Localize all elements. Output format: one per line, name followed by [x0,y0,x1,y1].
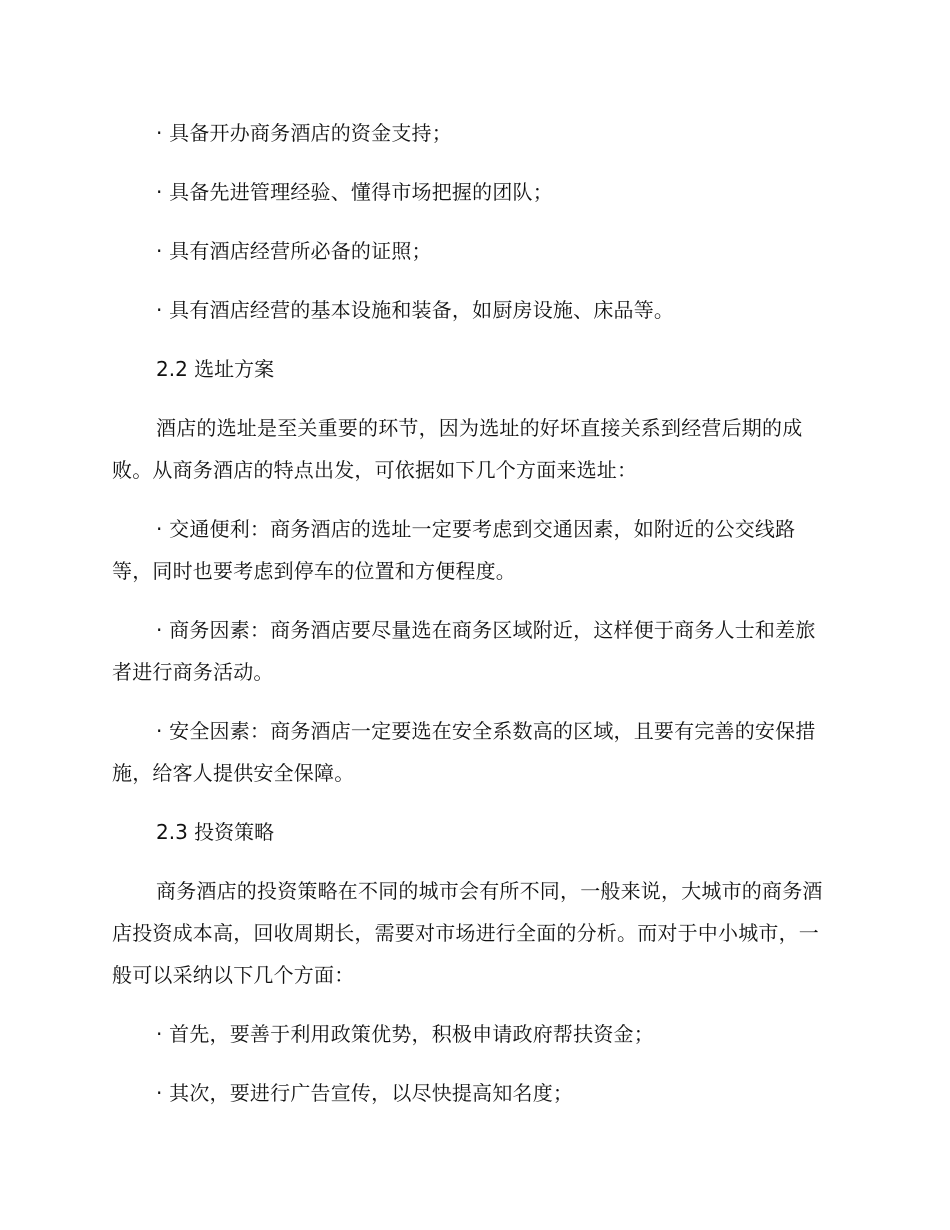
bullet-facilities: · 具有酒店经营的基本设施和装备，如厨房设施、床品等。 [156,298,675,322]
bullet-licenses: · 具有酒店经营所必备的证照； [156,239,432,263]
section-heading-investment-strategy: 2.3 投资策略 [156,820,275,844]
document-body [112,112,832,1131]
bullet-policy-advantage: · 首先，要善于利用政策优势，积极申请政府帮扶资金； [156,1022,654,1046]
bullet-funding: · 具备开办商务酒店的资金支持； [156,121,452,145]
bullet-management-team: · 具备先进管理经验、懂得市场把握的团队； [156,180,553,204]
bullet-advertising: · 其次，要进行广告宣传，以尽快提高知名度； [156,1081,574,1105]
bullet-transport: · 交通便利：商务酒店的选址一定要考虑到交通因素，如附近的公交线路等，同时也要考虑到停车的位置和方便程度。 [112,517,796,583]
section-heading-site-selection: 2.2 选址方案 [156,357,275,381]
bullet-safety-factor: · 安全因素：商务酒店一定要选在安全系数高的区域，且要有完善的安保措施，给客人提供安全保障。 [112,719,816,785]
paragraph-site-selection-intro: 酒店的选址是至关重要的环节，因为选址的好坏直接关系到经营后期的成败。从商务酒店的特点出发，可依据如下几个方面来选址： [112,416,803,482]
bullet-business-factor: · 商务因素：商务酒店要尽量选在商务区域附近，这样便于商务人士和差旅者进行商务活动。 [112,618,816,684]
paragraph-investment-intro: 商务酒店的投资策略在不同的城市会有所不同，一般来说，大城市的商务酒店投资成本高，回收周期长，需要对市场进行全面的分析。而对于中小城市，一般可以采纳以下几个方面： [112,879,823,987]
